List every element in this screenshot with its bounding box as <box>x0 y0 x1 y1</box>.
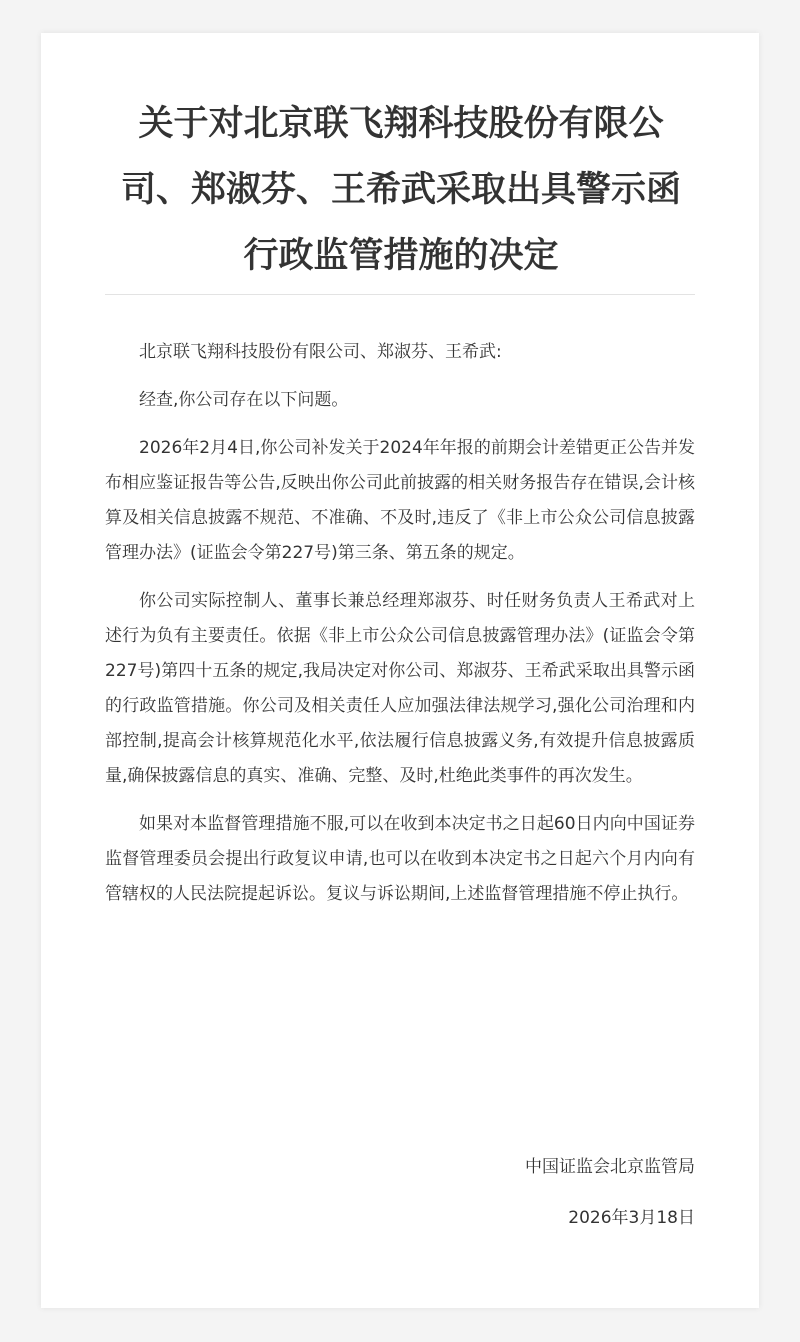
document-body <box>105 335 695 925</box>
decision-paragraph: 你公司实际控制人、董事长兼总经理郑淑芬、时任财务负责人王希武对上述行为负有主要责任。依据《非上市公众公司信息披露管理办法》(证监会令第227号)第四十五条的规定,我局决定对你公司、郑淑芬、王希武采取出具警示函的行政监管措施。你公司及相关责任人应加强法律法规学习,强化公司治理和内部控制,提高会计核算规范化水平,依法履行信息披露义务,有效提升信息披露质量,确保披露信息的真实、准确、完整、及时,杜绝此类事件的再次发生。 <box>105 591 695 786</box>
document-title: 关于对北京联飞翔科技股份有限公司、郑淑芬、王希武采取出具警示函行政监管措施的决定 <box>120 104 681 276</box>
finding-intro-paragraph: 经查,你公司存在以下问题。 <box>139 390 349 410</box>
violation-paragraph: 2026年2月4日,你公司补发关于2024年年报的前期会计差错更正公告并发布相应鉴证报告等公告,反映出你公司此前披露的相关财务报告存在错误,会计核算及相关信息披露不规范、不准确、不及时,违反了《非上市公众公司信息披露管理办法》(证监会令第227号)第三条、第五条的规定。 <box>105 438 695 563</box>
issuer-signature: 中国证监会北京监管局 <box>525 1157 695 1177</box>
appeal-paragraph: 如果对本监督管理措施不服,可以在收到本决定书之日起60日内向中国证券监督管理委员会提出行政复议申请,也可以在收到本决定书之日起六个月内向有管辖权的人民法院提起诉讼。复议与诉讼期间,上述监督管理措施不停止执行。 <box>105 814 695 904</box>
addressee-paragraph: 北京联飞翔科技股份有限公司、郑淑芬、王希武: <box>139 342 502 362</box>
title-divider <box>105 294 695 295</box>
document-page <box>41 33 759 1308</box>
issue-date: 2026年3月18日 <box>568 1208 695 1228</box>
